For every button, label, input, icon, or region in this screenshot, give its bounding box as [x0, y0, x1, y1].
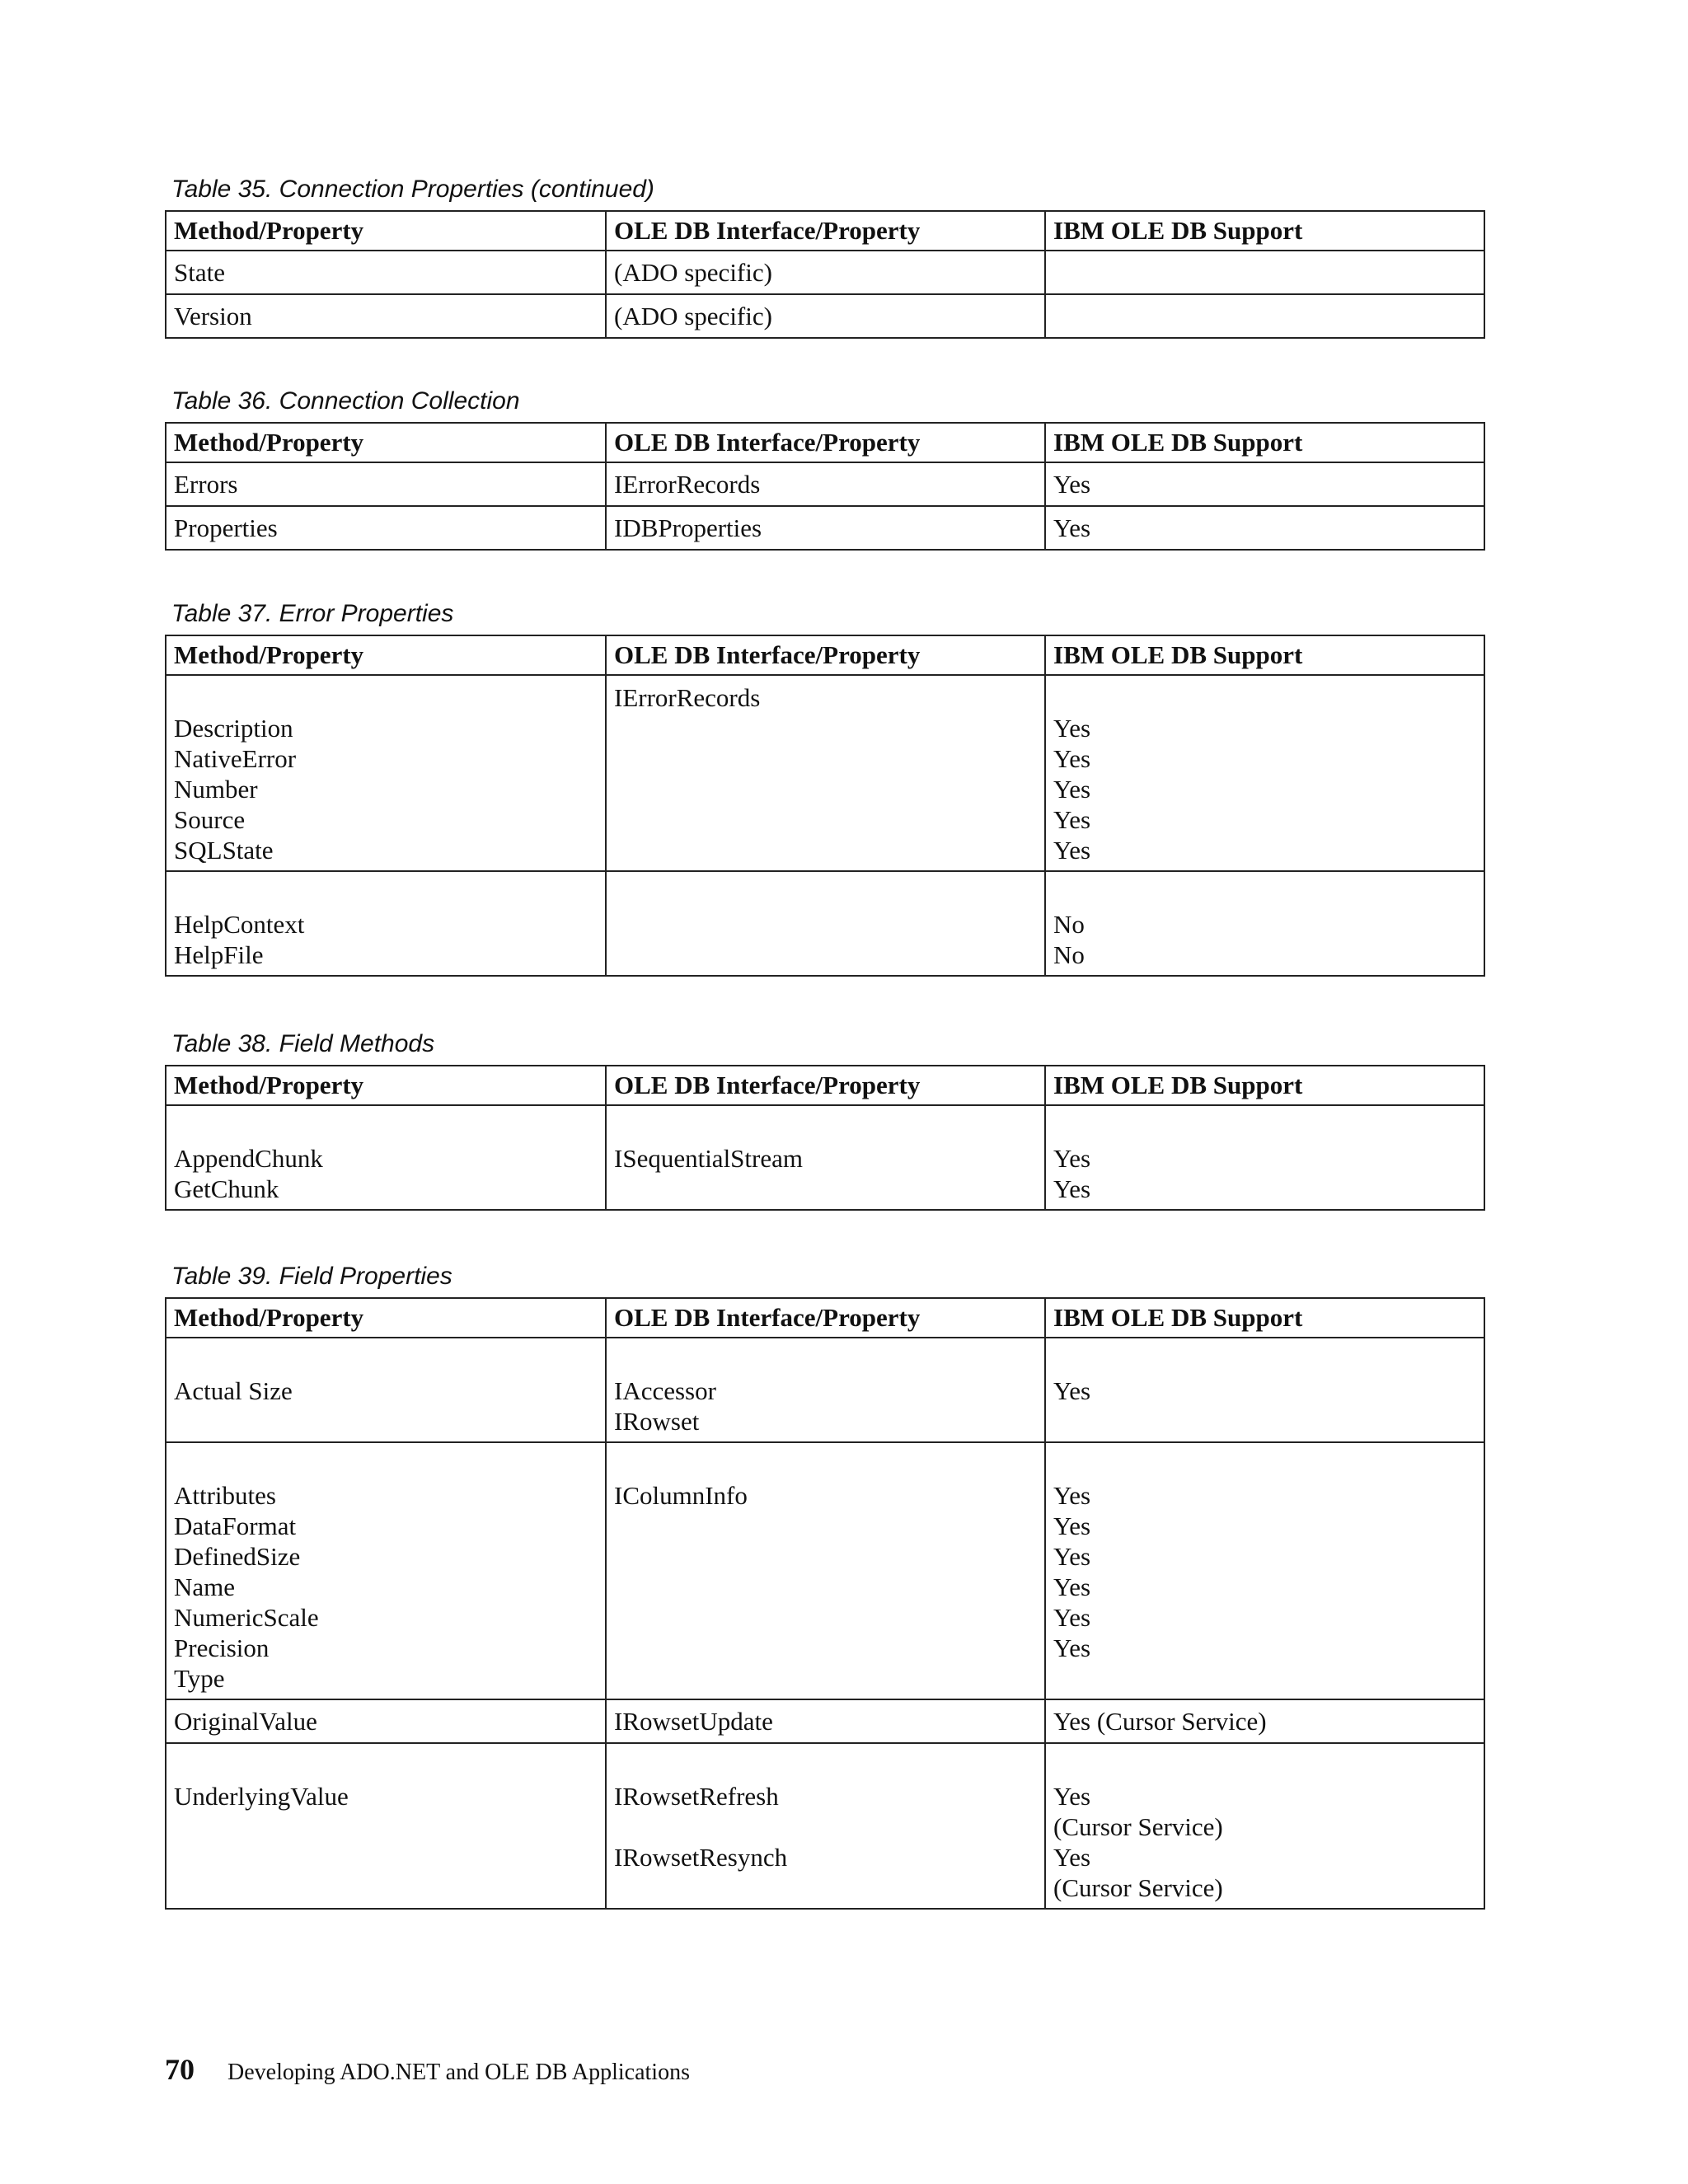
cell-line — [614, 774, 1037, 804]
cell-line — [614, 909, 1037, 940]
header-ole-db-interface: OLE DB Interface/Property — [606, 635, 1045, 675]
page-number: 70 — [165, 2053, 195, 2086]
cell-line: NativeError — [174, 744, 297, 773]
cell-line: Yes — [1053, 1542, 1091, 1571]
cell-line — [174, 1872, 598, 1903]
header-ibm-support: IBM OLE DB Support — [1045, 635, 1484, 675]
table-caption: Table 39. Field Properties — [171, 1263, 452, 1290]
cell-line — [614, 835, 1037, 865]
cell-line — [174, 1842, 598, 1872]
cell-line — [614, 1872, 1037, 1903]
cell-line — [614, 1450, 1037, 1480]
cell-ibm-support — [1045, 294, 1484, 338]
cell-line — [614, 1811, 1037, 1842]
cell-method-property — [166, 1105, 606, 1210]
cell-line — [614, 1113, 1037, 1143]
cell-method-property: OriginalValue — [166, 1699, 606, 1743]
cell-line: Yes — [1053, 744, 1091, 773]
cell-line: Name — [174, 1572, 236, 1601]
cell-line — [614, 1174, 1037, 1204]
cell-ole-db-interface — [606, 1442, 1045, 1699]
cell-ibm-support: Yes — [1045, 462, 1484, 506]
cell-ole-db-interface: IDBProperties — [606, 506, 1045, 550]
cell-line: Yes — [1053, 1174, 1091, 1203]
connection-collection-table — [165, 422, 1485, 551]
cell-ibm-support — [1045, 871, 1484, 976]
cell-line: Actual Size — [174, 1376, 293, 1405]
header-row — [166, 423, 1484, 462]
cell-line: Yes — [1053, 1572, 1091, 1601]
cell-line: HelpContext — [174, 910, 305, 939]
table-row — [166, 871, 1484, 976]
table-caption: Table 35. Connection Properties (continued) — [171, 176, 654, 203]
cell-line: Yes — [1053, 1144, 1091, 1173]
cell-ole-db-interface: IRowsetUpdate — [606, 1699, 1045, 1743]
table-row — [166, 506, 1484, 550]
cell-line: Yes — [1053, 775, 1091, 804]
cell-ole-db-interface — [606, 675, 1045, 871]
cell-line: Yes — [1053, 1633, 1091, 1662]
book-title: Developing ADO.NET and OLE DB Applications — [227, 2060, 690, 2085]
cell-line — [614, 713, 1037, 743]
cell-ole-db-interface: (ADO specific) — [606, 294, 1045, 338]
cell-line: Description — [174, 714, 293, 743]
cell-line: Number — [174, 775, 258, 804]
header-method-property: Method/Property — [166, 1298, 606, 1338]
cell-line: IAccessor — [614, 1376, 716, 1405]
cell-line: Attributes — [174, 1481, 276, 1510]
cell-line — [174, 682, 598, 713]
header-row — [166, 1066, 1484, 1105]
header-row — [166, 635, 1484, 675]
table-row — [166, 251, 1484, 294]
cell-ibm-support — [1045, 1338, 1484, 1442]
table-37-block — [165, 593, 1484, 977]
cell-line: Yes — [1053, 836, 1091, 865]
cell-line — [1053, 1750, 1476, 1781]
header-ibm-support: IBM OLE DB Support — [1045, 211, 1484, 251]
table-row — [166, 1699, 1484, 1743]
header-method-property: Method/Property — [166, 1066, 606, 1105]
cell-line: No — [1053, 910, 1085, 939]
cell-method-property: Version — [166, 294, 606, 338]
table-caption: Table 37. Error Properties — [171, 600, 454, 627]
cell-method-property — [166, 1442, 606, 1699]
cell-line — [1053, 1345, 1476, 1376]
cell-ibm-support: Yes (Cursor Service) — [1045, 1699, 1484, 1743]
cell-line — [614, 1663, 1037, 1694]
table-caption: Table 38. Field Methods — [171, 1030, 435, 1057]
cell-ole-db-interface: (ADO specific) — [606, 251, 1045, 294]
cell-line — [614, 1511, 1037, 1541]
cell-line: GetChunk — [174, 1174, 279, 1203]
header-ibm-support: IBM OLE DB Support — [1045, 1066, 1484, 1105]
table-35-block — [165, 169, 1484, 339]
header-method-property: Method/Property — [166, 423, 606, 462]
cell-line — [1053, 1663, 1476, 1694]
cell-line: IColumnInfo — [614, 1481, 748, 1510]
error-properties-table — [165, 635, 1485, 977]
cell-ole-db-interface — [606, 1338, 1045, 1442]
table-38-block — [165, 1024, 1484, 1211]
cell-method-property — [166, 1743, 606, 1909]
cell-line: AppendChunk — [174, 1144, 323, 1173]
cell-line — [1053, 682, 1476, 713]
cell-line: NumericScale — [174, 1603, 319, 1632]
cell-line — [1053, 1113, 1476, 1143]
header-method-property: Method/Property — [166, 635, 606, 675]
cell-line — [174, 1406, 598, 1436]
cell-line — [614, 804, 1037, 835]
cell-line — [614, 879, 1037, 909]
cell-method-property: Errors — [166, 462, 606, 506]
table-row — [166, 294, 1484, 338]
table-row — [166, 675, 1484, 871]
cell-line: Yes — [1053, 1782, 1091, 1811]
cell-line — [174, 1450, 598, 1480]
table-row — [166, 1338, 1484, 1442]
cell-line — [614, 1602, 1037, 1633]
header-ibm-support: IBM OLE DB Support — [1045, 1298, 1484, 1338]
header-ole-db-interface: OLE DB Interface/Property — [606, 1066, 1045, 1105]
cell-line — [614, 1750, 1037, 1781]
cell-line: Source — [174, 805, 246, 834]
cell-ibm-support — [1045, 251, 1484, 294]
cell-line: Yes — [1053, 1511, 1091, 1540]
cell-ibm-support — [1045, 1105, 1484, 1210]
cell-line: IRowset — [614, 1407, 700, 1436]
cell-method-property — [166, 871, 606, 976]
cell-line: (Cursor Service) — [1053, 1812, 1223, 1841]
cell-method-property — [166, 1338, 606, 1442]
header-ole-db-interface: OLE DB Interface/Property — [606, 211, 1045, 251]
cell-line — [614, 940, 1037, 970]
cell-line — [614, 1345, 1037, 1376]
cell-line — [1053, 1406, 1476, 1436]
cell-ole-db-interface — [606, 1743, 1045, 1909]
cell-line: DataFormat — [174, 1511, 297, 1540]
header-ole-db-interface: OLE DB Interface/Property — [606, 1298, 1045, 1338]
cell-line — [614, 743, 1037, 774]
cell-line: Yes — [1053, 1603, 1091, 1632]
field-methods-table — [165, 1065, 1485, 1211]
cell-line — [614, 1572, 1037, 1602]
table-36-block — [165, 381, 1484, 551]
cell-line: Yes — [1053, 805, 1091, 834]
header-method-property: Method/Property — [166, 211, 606, 251]
cell-line: Precision — [174, 1633, 270, 1662]
cell-line — [174, 1345, 598, 1376]
cell-ole-db-interface: IErrorRecords — [606, 462, 1045, 506]
cell-line: Yes — [1053, 1376, 1091, 1405]
cell-method-property: State — [166, 251, 606, 294]
cell-ole-db-interface — [606, 1105, 1045, 1210]
cell-line — [1053, 879, 1476, 909]
cell-line: Type — [174, 1664, 225, 1693]
cell-line — [1053, 1450, 1476, 1480]
cell-ibm-support — [1045, 1442, 1484, 1699]
cell-line — [614, 1633, 1037, 1663]
cell-line — [174, 1811, 598, 1842]
field-properties-table — [165, 1297, 1485, 1910]
cell-line: ISequentialStream — [614, 1144, 803, 1173]
table-row — [166, 1105, 1484, 1210]
cell-ibm-support — [1045, 675, 1484, 871]
cell-line: IRowsetRefresh — [614, 1782, 779, 1811]
cell-line: IRowsetResynch — [614, 1843, 788, 1872]
header-row — [166, 211, 1484, 251]
table-row — [166, 1743, 1484, 1909]
table-39-block — [165, 1256, 1484, 1910]
table-row — [166, 1442, 1484, 1699]
cell-line: No — [1053, 940, 1085, 969]
cell-line — [174, 879, 598, 909]
cell-line: UnderlyingValue — [174, 1782, 349, 1811]
page-footer — [165, 2052, 690, 2087]
cell-ole-db-interface — [606, 871, 1045, 976]
cell-line: SQLState — [174, 836, 274, 865]
cell-line: DefinedSize — [174, 1542, 301, 1571]
cell-line: Yes — [1053, 714, 1091, 743]
cell-line — [174, 1113, 598, 1143]
cell-line: Yes — [1053, 1843, 1091, 1872]
cell-ibm-support — [1045, 1743, 1484, 1909]
cell-ibm-support: Yes — [1045, 506, 1484, 550]
header-row — [166, 1298, 1484, 1338]
table-caption: Table 36. Connection Collection — [171, 387, 520, 415]
cell-line: IErrorRecords — [614, 683, 761, 712]
header-ole-db-interface: OLE DB Interface/Property — [606, 423, 1045, 462]
connection-properties-table — [165, 210, 1485, 339]
cell-line — [174, 1750, 598, 1781]
header-ibm-support: IBM OLE DB Support — [1045, 423, 1484, 462]
cell-line — [614, 1541, 1037, 1572]
table-row — [166, 462, 1484, 506]
cell-method-property: Properties — [166, 506, 606, 550]
cell-method-property — [166, 675, 606, 871]
cell-line: (Cursor Service) — [1053, 1873, 1223, 1902]
cell-line: HelpFile — [174, 940, 264, 969]
cell-line: Yes — [1053, 1481, 1091, 1510]
